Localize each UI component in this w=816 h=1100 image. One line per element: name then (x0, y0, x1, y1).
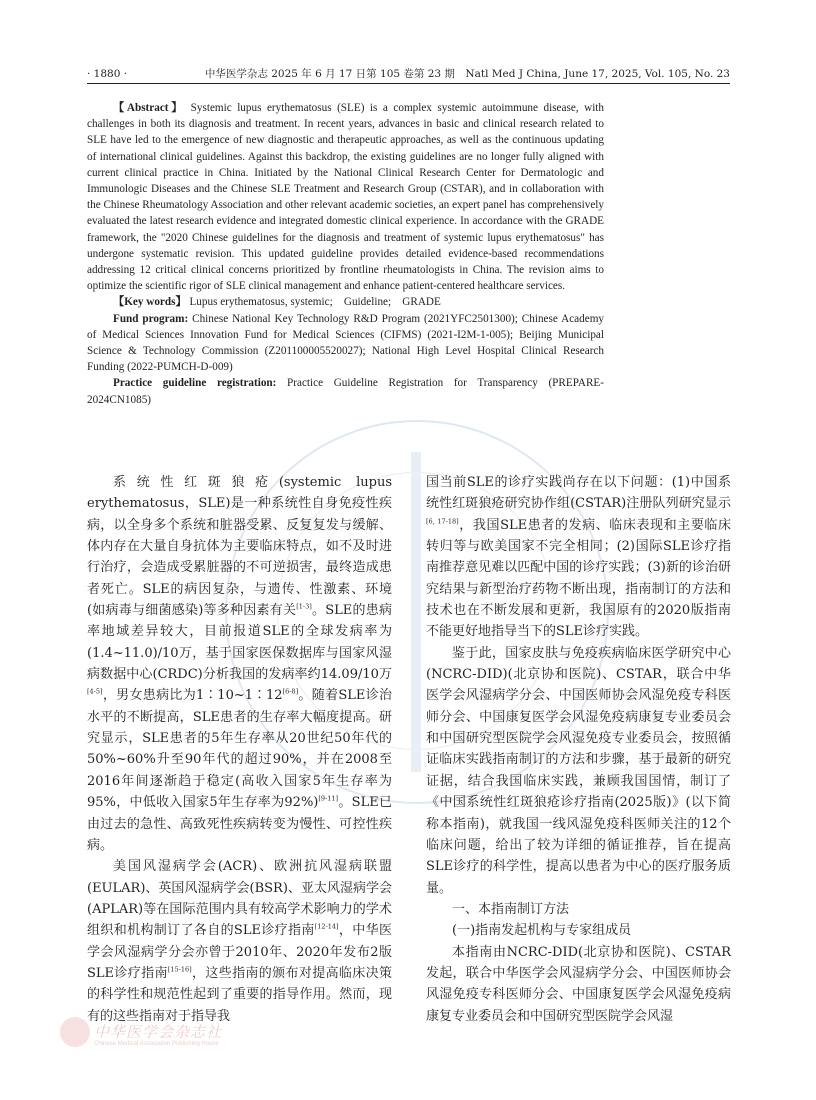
publisher-name-en: Chinese Medical Association Publishing House (94, 1041, 219, 1047)
citation[interactable]: [15-16] (167, 965, 192, 974)
body-left-column (87, 472, 392, 1027)
paragraph-text: 。SLE的患病率地域差异较大，目前报道SLE的全球发病率为(1.4~11.0)/10万，基于国家医保数据库与国家风湿病数据中心(CRDC)分析我国的发病率约14.09/10万 (87, 603, 392, 683)
page-number: · 1880 · (87, 68, 128, 80)
abstract-text: Systemic lupus erythematosus (SLE) is a complex systemic autoimmune disease, with challenges in both its diagnosis and treatment. In recent years, advances in basic and clinical research related to SLE have led to the emergence of new diagnostic and therapeutic approaches, as well as the continuous updating of international clinical guidelines. Against this backdrop, the existing guidelines are no longer fully aligned with current clinical practice in China. Initiated by the National Clinical Research Center for Dermatologic and Immunologic Diseases and the Chinese SLE Treatment and Research Group (CSTAR), and in collaboration with the Chinese Rheumatology Association and other relevant academic societies, an expert panel has comprehensively evaluated the latest research evidence and integrated domestic clinical experience. In accordance with the GRADE framework, the "2020 Chinese guidelines for the diagnosis and treatment of systemic lupus erythematosus" has undergone systematic revision. This updated guideline provides detailed evidence-based recommendations addressing 12 critical clinical concerns prioritized by frontline rheumatologists in China. The revision aims to optimize the scientific rigor of SLE clinical management and enhance patient-centered healthcare services. (87, 102, 605, 293)
publisher-name: 中华医学会杂志社 (94, 1023, 223, 1041)
citation[interactable]: [9-11] (318, 794, 339, 803)
abstract-label: 【Abstract】 (113, 102, 186, 114)
registration-line (87, 375, 604, 407)
paragraph-text: ，男女患病比为1∶10~1∶12 (102, 688, 283, 704)
keywords-label: 【Key words】 (113, 296, 187, 309)
paragraph-text: ，这些指南的颁布对提高临床决策的科学性和规范性起到了重要的指导作用。然而，现有的这些指南对于指导我 (87, 965, 392, 1024)
paragraph-text: 。SLE已由过去的急性、高致死性疾病转变为慢性、可控性疾病。 (87, 795, 392, 853)
header-rule (87, 83, 730, 84)
citation[interactable]: [12-14] (314, 922, 339, 931)
citation[interactable]: [1-3] (296, 602, 312, 611)
abstract-paragraph (87, 100, 604, 294)
body-paragraph (426, 472, 731, 643)
paragraph-text: 系统性红斑狼疮(systemic lupus erythematosus，SLE)是一种系统性自身免疫性疾病，以全身多个系统和脏器受累、反复复发与缓解、体内存在大量自身抗体为主要临床特点，如不及时进行治疗，会造成受累脏器的不可逆损害，最终造成患者死亡。SLE的病因复杂，与遗传、性激素、环境(如病毒与细菌感染)等多种因素有关 (87, 475, 392, 619)
fund-text: Chinese National Key Technology R&D Program (2021YFC2501300); Chinese Academy of Medical Sciences Innovation Fund for Medical Sciences (CIFMS) (2021-I2M-1-005); Beijing Municipal Science & Technology Commission (Z201100005520027); National High Level Hospital Clinical Research Funding (2022-PUMCH-D-009) (87, 312, 605, 374)
keywords-line (87, 294, 604, 310)
fund-label: Fund program: (113, 312, 189, 325)
body-paragraph (87, 472, 392, 856)
registration-label: Practice guideline registration: (113, 377, 277, 390)
body-paragraph: 本指南由NCRC-DID(北京协和医院)、CSTAR发起，联合中华医学会风湿病学分会、中国医师协会风湿免疫专科医师分会、中国康复医学会风湿免疫病康复专业委员会和中国研究型医院学会风湿 (426, 944, 731, 1024)
running-header (87, 66, 730, 82)
paragraph-text: 美国风湿病学会(ACR)、欧洲抗风湿病联盟(EULAR)、英国风湿病学会(BSR)、亚太风湿病学会(APLAR)等在国际范围内具有较高学术影响力的学术组织和机构制订了各自的SLE诊疗指南 (87, 859, 392, 939)
paragraph-text: 。随着SLE诊治水平的不断提高，SLE患者的生存率大幅度提高。研究显示，SLE患者的5年生存率从20世纪50年代的50%~60%升至90年代的超过90%，并在2008至2016年间逐渐趋于稳定(高收入国家5年生存率为95%，中低收入国家5年生存率为92%) (87, 688, 392, 811)
citation[interactable]: [4-5] (87, 688, 103, 697)
citation[interactable]: [6-8] (282, 688, 299, 697)
body-right-column (426, 472, 731, 1027)
journal-info: 中华医学杂志 2025 年 6 月 17 日第 105 卷第 23 期 Natl Med J China, June 17, 2025, Vol. 105, No. 23 (204, 68, 730, 80)
section-heading: 一、本指南制订方法 (452, 901, 570, 917)
paragraph-text: ，中华医学会风湿病学分会亦曾于2010年、2020年发布2版SLE诊疗指南 (87, 923, 392, 981)
keywords-text: Lupus erythematosus, systemic; Guideline; GRADE (189, 296, 441, 309)
registration-text: Practice Guideline Registration for Transparency (PREPARE-2024CN1085) (87, 377, 604, 406)
paragraph-text: 国当前SLE的诊疗实践尚存在以下问题：(1)中国系统性红斑狼疮研究协作组(CSTAR)注册队列研究显示 (426, 475, 731, 512)
paragraph-text: ，我国SLE患者的发病、临床表现和主要临床转归等与欧美国家不完全相同；(2)国际SLE诊疗指南推荐意见难以匹配中国的诊疗实践；(3)新的诊治研究结果与新型治疗药物不断出现，指南制订的方法和技术也在不断发展和更新，我国原有的2020版指南不能更好地指导当下的SLE诊疗实践。 (426, 517, 732, 640)
abstract-section (87, 100, 604, 408)
emblem-staff (411, 452, 421, 772)
body-paragraph (87, 856, 392, 1027)
body-paragraph: 鉴于此，国家皮肤与免疫疾病临床医学研究中心(NCRC-DID)(北京协和医院)、CSTAR，联合中华医学会风湿病学分会、中国医师协会风湿免疫专科医师分会、中国康复医学会风湿免疫病康复专业委员会和中国研究型医院学会风湿免疫专业委员会，按照循证临床实践指南制订的方法和步骤，基于最新的研究证据，结合我国临床实践，兼顾我国国情，制订了《中国系统性红斑狼疮诊疗指南(2025版)》(以下简称本指南)，就我国一线风湿免疫科医师关注的12个临床问题，给出了较为详细的循证推荐，旨在提高SLE诊疗的科学性，提高以患者为中心的医疗服务质量。 (426, 645, 731, 896)
publisher-watermark (60, 1015, 380, 1055)
citation[interactable]: [6, 17-18] (426, 517, 459, 526)
subsection-heading: (一)指南发起机构与专家组成员 (452, 923, 632, 939)
publisher-logo-icon (60, 1017, 90, 1047)
fund-line (87, 311, 604, 376)
